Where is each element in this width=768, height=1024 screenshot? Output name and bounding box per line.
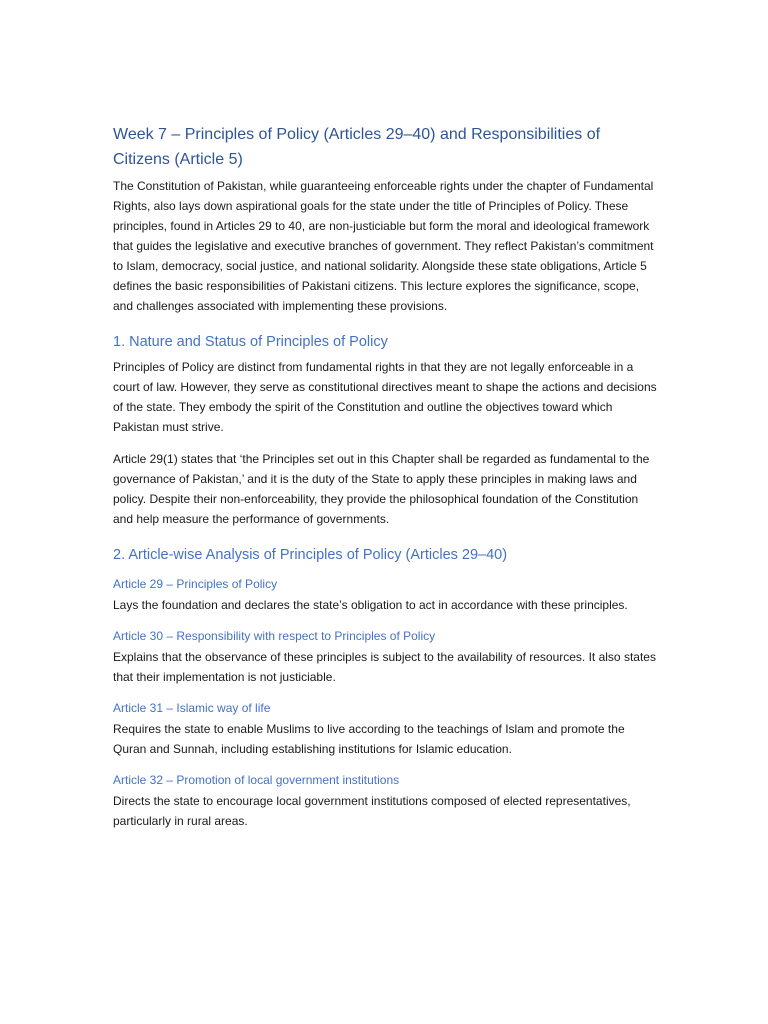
article-32-text: Directs the state to encourage local government institutions composed of elected representatives, particularly in rural areas. — [113, 794, 631, 828]
section-article-analysis — [113, 545, 658, 831]
article-29-heading: Article 29 – Principles of Policy — [113, 577, 278, 591]
section-nature-status — [113, 332, 658, 529]
article-32-heading: Article 32 – Promotion of local government institutions — [113, 773, 400, 787]
intro-paragraph: The Constitution of Pakistan, while guaranteeing enforceable rights under the chapter of Fundamental Rights, also lays down aspirational goals for the state under the title of Principles of Policy. These principles, found in Articles 29 to 40, are non-justiciable but form the moral and ideological framework that guides the legislative and executive branches of government. They reflect Pakistan’s commitment to Islam, democracy, social justice, and national solidarity. Alongside these state obligations, Article 5 defines the basic responsibilities of Pakistani citizens. This lecture explores the significance, scope, and challenges associated with implementing these provisions. — [113, 179, 654, 313]
document-title: Week 7 – Principles of Policy (Articles 29–40) and Responsibilities of Citizens (Article 5) — [113, 126, 601, 168]
document-page — [113, 122, 658, 831]
article-30-text: Explains that the observance of these principles is subject to the availability of resources. It also states that their implementation is not justiciable. — [113, 650, 656, 684]
article-31-heading: Article 31 – Islamic way of life — [113, 701, 271, 715]
section-1-paragraph-1: Principles of Policy are distinct from fundamental rights in that they are not legally enforceable in a court of law. However, they serve as constitutional directives meant to shape the actions and decisions of the state. They embody the spirit of the Constitution and outline the objectives toward which Pakistan must strive. — [113, 360, 657, 434]
section-2-heading: 2. Article-wise Analysis of Principles of Policy (Articles 29–40) — [113, 547, 508, 563]
article-30-heading: Article 30 – Responsibility with respect to Principles of Policy — [113, 629, 436, 643]
section-1-paragraph-2: Article 29(1) states that ‘the Principles set out in this Chapter shall be regarded as fundamental to the governance of Pakistan,’ and it is the duty of the State to apply these principles in making laws and policy. Despite their non-enforceability, they provide the philosophical foundation of the Constitution and help measure the performance of governments. — [113, 452, 650, 526]
article-31-text: Requires the state to enable Muslims to live according to the teachings of Islam and promote the Quran and Sunnah, including establishing institutions for Islamic education. — [113, 722, 625, 756]
intro-section — [113, 176, 658, 316]
article-29-text: Lays the foundation and declares the state’s obligation to act in accordance with these principles. — [113, 598, 628, 612]
section-1-heading: 1. Nature and Status of Principles of Policy — [113, 334, 388, 350]
